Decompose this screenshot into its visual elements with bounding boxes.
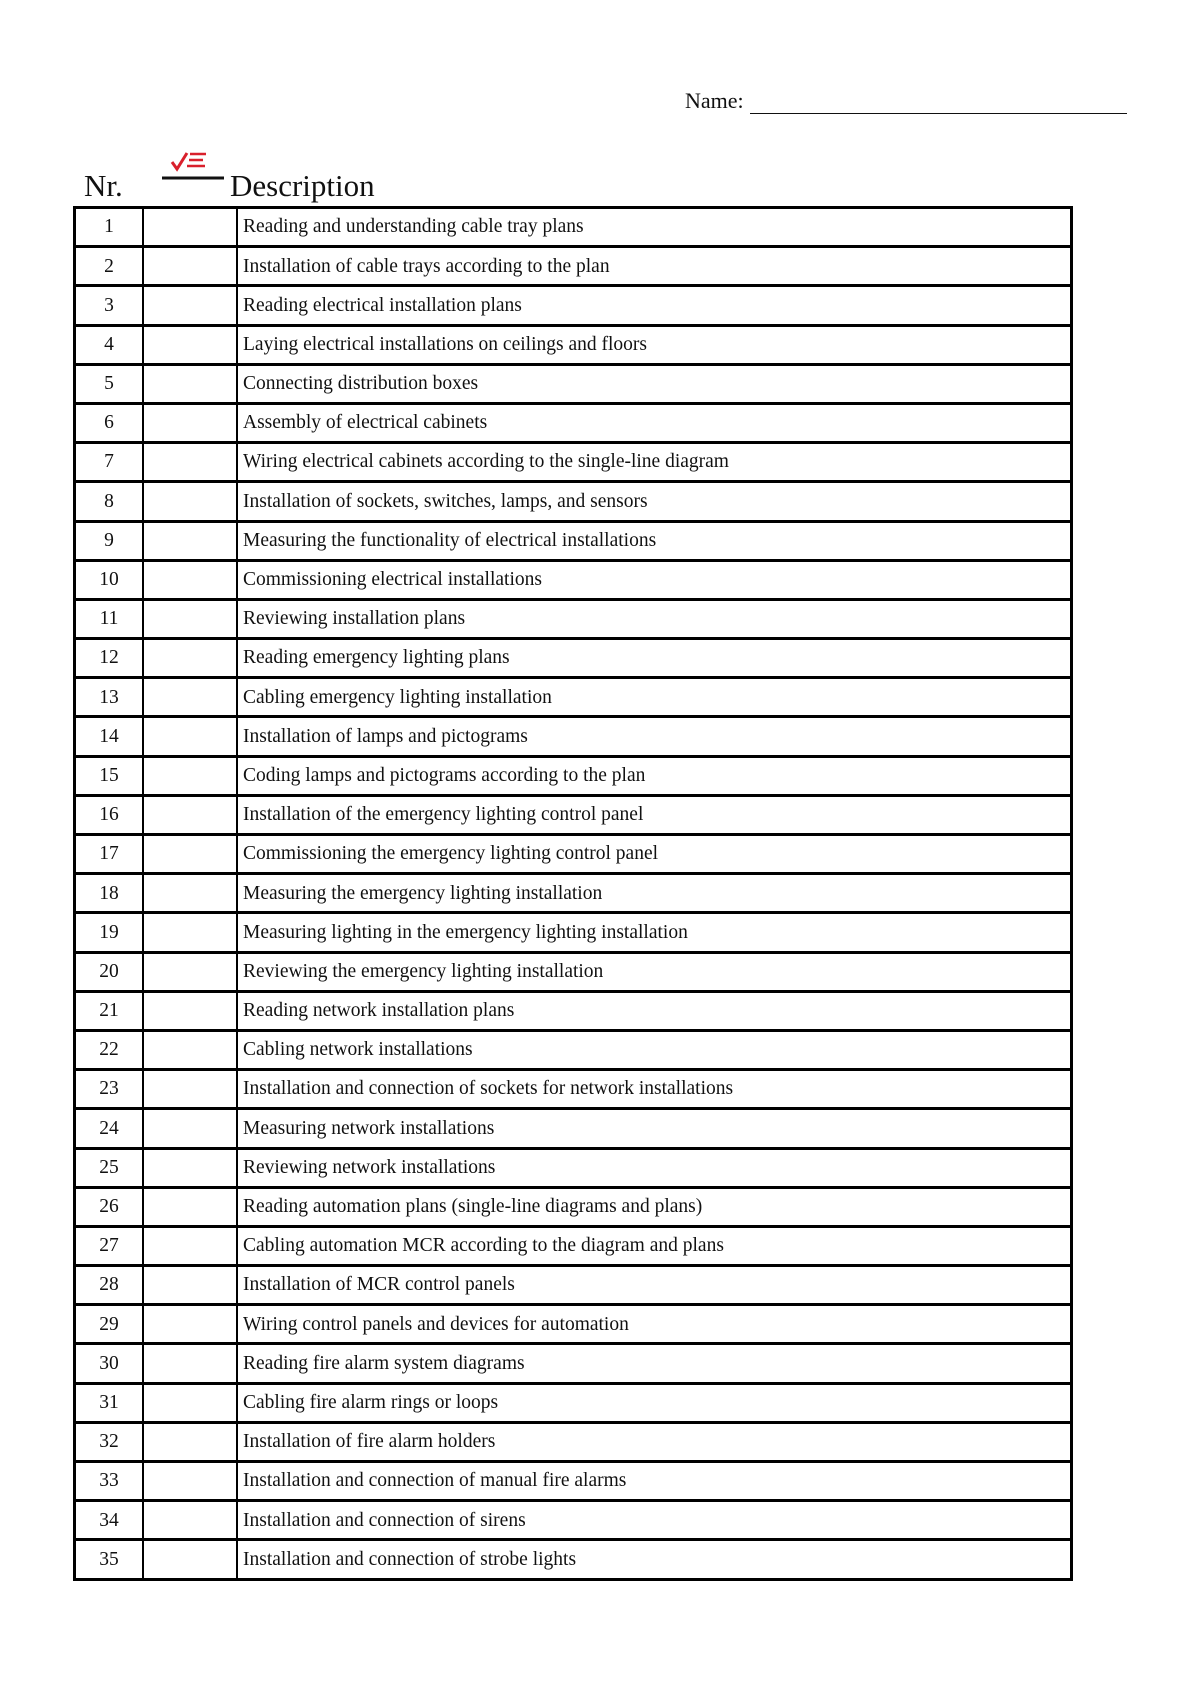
row-description: Installation and connection of sockets for network installations (237, 1070, 1072, 1109)
row-number: 1 (75, 208, 144, 247)
row-description: Wiring control panels and devices for automation (237, 1305, 1072, 1344)
row-description: Measuring lighting in the emergency lighting installation (237, 913, 1072, 952)
row-description: Installation of fire alarm holders (237, 1422, 1072, 1461)
row-number: 6 (75, 403, 144, 442)
row-description: Reviewing the emergency lighting installation (237, 952, 1072, 991)
row-description: Reviewing network installations (237, 1148, 1072, 1187)
row-description: Installation of cable trays according to the plan (237, 247, 1072, 286)
table-row (75, 364, 1072, 403)
row-description: Measuring the emergency lighting installation (237, 874, 1072, 913)
row-description: Measuring network installations (237, 1109, 1072, 1148)
row-description: Installation and connection of sirens (237, 1501, 1072, 1540)
name-blank-line[interactable] (750, 93, 1127, 114)
check-cell[interactable] (143, 286, 237, 325)
row-number: 15 (75, 756, 144, 795)
row-description: Installation of sockets, switches, lamps, and sensors (237, 482, 1072, 521)
row-number: 18 (75, 874, 144, 913)
check-cell[interactable] (143, 247, 237, 286)
row-number: 31 (75, 1383, 144, 1422)
check-cell[interactable] (143, 482, 237, 521)
check-cell[interactable] (143, 795, 237, 834)
check-cell[interactable] (143, 874, 237, 913)
row-description: Installation of the emergency lighting control panel (237, 795, 1072, 834)
row-description: Cabling fire alarm rings or loops (237, 1383, 1072, 1422)
table-row (75, 678, 1072, 717)
table-row (75, 560, 1072, 599)
check-cell[interactable] (143, 560, 237, 599)
row-description: Installation and connection of strobe lights (237, 1540, 1072, 1579)
row-description: Reading emergency lighting plans (237, 639, 1072, 678)
row-number: 3 (75, 286, 144, 325)
table-row (75, 599, 1072, 638)
table-row (75, 521, 1072, 560)
table-row (75, 1109, 1072, 1148)
row-description: Coding lamps and pictograms according to the plan (237, 756, 1072, 795)
check-cell[interactable] (143, 599, 237, 638)
check-cell[interactable] (143, 1422, 237, 1461)
row-description: Reading electrical installation plans (237, 286, 1072, 325)
check-cell[interactable] (143, 952, 237, 991)
table-row (75, 1305, 1072, 1344)
check-cell[interactable] (143, 1109, 237, 1148)
check-cell[interactable] (143, 1070, 237, 1109)
task-checklist-table (73, 206, 1073, 1581)
table-row (75, 1422, 1072, 1461)
check-cell[interactable] (143, 756, 237, 795)
check-cell[interactable] (143, 1187, 237, 1226)
table-row (75, 1540, 1072, 1579)
row-description: Cabling network installations (237, 1030, 1072, 1069)
row-number: 13 (75, 678, 144, 717)
table-row (75, 208, 1072, 247)
table-row (75, 403, 1072, 442)
row-description: Commissioning electrical installations (237, 560, 1072, 599)
check-cell[interactable] (143, 208, 237, 247)
row-number: 24 (75, 1109, 144, 1148)
row-description: Assembly of electrical cabinets (237, 403, 1072, 442)
row-description: Reading and understanding cable tray plans (237, 208, 1072, 247)
table-row (75, 1187, 1072, 1226)
check-cell[interactable] (143, 1266, 237, 1305)
row-description: Reviewing installation plans (237, 599, 1072, 638)
table-row (75, 1344, 1072, 1383)
row-number: 28 (75, 1266, 144, 1305)
table-row (75, 1070, 1072, 1109)
table-row (75, 1148, 1072, 1187)
row-description: Measuring the functionality of electrical installations (237, 521, 1072, 560)
table-row (75, 717, 1072, 756)
row-number: 14 (75, 717, 144, 756)
brand-logo-icon (160, 150, 226, 190)
check-cell[interactable] (143, 1226, 237, 1265)
column-header-description: Description (230, 168, 375, 203)
row-number: 35 (75, 1540, 144, 1579)
row-number: 2 (75, 247, 144, 286)
row-number: 22 (75, 1030, 144, 1069)
row-number: 26 (75, 1187, 144, 1226)
table-row (75, 1462, 1072, 1501)
check-cell[interactable] (143, 1540, 237, 1579)
row-description: Wiring electrical cabinets according to the single-line diagram (237, 443, 1072, 482)
check-cell[interactable] (143, 443, 237, 482)
row-number: 21 (75, 991, 144, 1030)
row-description: Reading fire alarm system diagrams (237, 1344, 1072, 1383)
table-row (75, 443, 1072, 482)
column-header-nr: Nr. (84, 168, 123, 203)
row-number: 7 (75, 443, 144, 482)
row-number: 33 (75, 1462, 144, 1501)
row-number: 10 (75, 560, 144, 599)
check-cell[interactable] (143, 913, 237, 952)
table-row (75, 1266, 1072, 1305)
check-cell[interactable] (143, 717, 237, 756)
row-number: 20 (75, 952, 144, 991)
check-cell[interactable] (143, 1305, 237, 1344)
table-row (75, 247, 1072, 286)
check-cell[interactable] (143, 835, 237, 874)
row-number: 11 (75, 599, 144, 638)
check-cell[interactable] (143, 639, 237, 678)
row-number: 32 (75, 1422, 144, 1461)
row-description: Installation and connection of manual fire alarms (237, 1462, 1072, 1501)
table-row (75, 991, 1072, 1030)
row-description: Cabling emergency lighting installation (237, 678, 1072, 717)
table-row (75, 1501, 1072, 1540)
row-number: 25 (75, 1148, 144, 1187)
table-row (75, 913, 1072, 952)
row-description: Reading network installation plans (237, 991, 1072, 1030)
name-label: Name: (685, 88, 744, 113)
row-number: 27 (75, 1226, 144, 1265)
row-description: Cabling automation MCR according to the diagram and plans (237, 1226, 1072, 1265)
table-row (75, 639, 1072, 678)
row-description: Connecting distribution boxes (237, 364, 1072, 403)
table-row (75, 795, 1072, 834)
check-cell[interactable] (143, 1501, 237, 1540)
check-cell[interactable] (143, 991, 237, 1030)
table-row (75, 952, 1072, 991)
table-row (75, 286, 1072, 325)
check-cell[interactable] (143, 521, 237, 560)
table-row (75, 874, 1072, 913)
row-number: 12 (75, 639, 144, 678)
row-number: 19 (75, 913, 144, 952)
check-cell[interactable] (143, 403, 237, 442)
check-cell[interactable] (143, 1030, 237, 1069)
table-row (75, 482, 1072, 521)
row-description: Installation of lamps and pictograms (237, 717, 1072, 756)
row-description: Installation of MCR control panels (237, 1266, 1072, 1305)
table-row (75, 1383, 1072, 1422)
check-cell[interactable] (143, 1148, 237, 1187)
check-cell[interactable] (143, 364, 237, 403)
row-number: 30 (75, 1344, 144, 1383)
row-number: 5 (75, 364, 144, 403)
row-number: 23 (75, 1070, 144, 1109)
row-number: 29 (75, 1305, 144, 1344)
table-row (75, 756, 1072, 795)
check-cell[interactable] (143, 678, 237, 717)
row-number: 16 (75, 795, 144, 834)
table-row (75, 1226, 1072, 1265)
table-row (75, 835, 1072, 874)
row-number: 9 (75, 521, 144, 560)
check-cell[interactable] (143, 1462, 237, 1501)
row-number: 17 (75, 835, 144, 874)
row-description: Reading automation plans (single-line diagrams and plans) (237, 1187, 1072, 1226)
check-cell[interactable] (143, 1383, 237, 1422)
check-cell[interactable] (143, 325, 237, 364)
row-number: 8 (75, 482, 144, 521)
table-row (75, 325, 1072, 364)
row-description: Laying electrical installations on ceilings and floors (237, 325, 1072, 364)
name-field[interactable] (685, 88, 1127, 114)
row-number: 34 (75, 1501, 144, 1540)
check-cell[interactable] (143, 1344, 237, 1383)
row-number: 4 (75, 325, 144, 364)
table-row (75, 1030, 1072, 1069)
row-description: Commissioning the emergency lighting control panel (237, 835, 1072, 874)
